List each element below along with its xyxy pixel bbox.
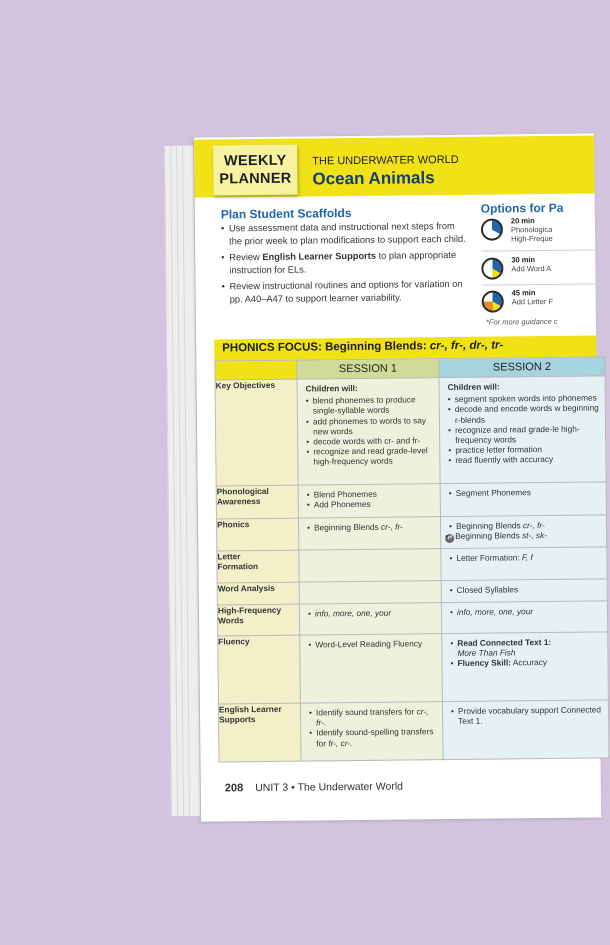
divider	[481, 249, 601, 251]
objective-item: • decode words with cr- and fr-	[306, 435, 435, 447]
sticky-line-2: PLANNER	[219, 170, 292, 188]
session-2-header: SESSION 2	[439, 357, 605, 378]
label-line: Formation	[217, 561, 259, 572]
cell-s2-key-objectives	[439, 376, 606, 484]
session-1-header: SESSION 1	[297, 359, 439, 379]
row-label-key-objectives: Key Objectives	[215, 379, 298, 486]
guidance-note: *For more guidance c	[485, 316, 558, 327]
scaffold-bullet: • Review instructional routines and options for variation on pp. A40–A47 to support learner variability.	[221, 278, 466, 306]
item-text: Identify sound transfers for	[315, 706, 415, 718]
item-italic: cr-, fr-	[380, 521, 403, 532]
label-line: High-Frequency	[217, 604, 282, 616]
cell-s1-high-frequency	[299, 603, 441, 635]
objective-item: • segment spoken words into phonemes	[448, 393, 601, 405]
cell-s1-key-objectives	[297, 378, 440, 485]
phonics-table	[214, 356, 609, 762]
sticky-line-1: WEEKLY	[223, 152, 287, 170]
option-time: 20 min	[510, 216, 535, 226]
item-text: Beginning Blends	[456, 520, 524, 531]
item-italic: F, f	[521, 552, 533, 563]
row-label-phonological-awareness	[216, 485, 298, 519]
list-item: • Provide vocabulary support Connected Text 1.	[451, 704, 604, 726]
cell-s2-phonics	[440, 515, 606, 549]
list-item: • Add Phonemes	[307, 498, 436, 510]
objective-item: • blend phonemes to produce single-syllable words	[306, 394, 435, 416]
item-bold: Fluency Skill:	[457, 657, 512, 669]
item-italic: st-, sk-	[522, 530, 548, 541]
label-line: Awareness	[216, 496, 261, 507]
objective-item: • decode and encode words w beginning r-blends	[448, 403, 601, 425]
clock-30-min-icon	[481, 257, 503, 279]
cell-s2-letter-formation	[441, 547, 607, 581]
cell-s1-phonological	[298, 484, 440, 518]
option-text: Add Letter F	[511, 296, 554, 307]
phonics-focus-title	[222, 339, 503, 354]
label-line: English Learner	[218, 703, 282, 715]
item-text: Letter Formation:	[456, 552, 522, 563]
item-italic: cr-, fr-.	[316, 706, 429, 728]
objective-item: • recognize and read grade-le high-frequency words	[448, 423, 601, 445]
cell-s1-word-analysis	[299, 581, 441, 604]
cell-s2-word-analysis	[441, 579, 607, 603]
item-bold: Read Connected Text 1:	[457, 636, 552, 648]
clock-20-min-icon	[481, 218, 503, 240]
cell-lead: Children will:	[305, 382, 358, 394]
list-item: • Segment Phonemes	[449, 486, 602, 498]
list-item: • Blend Phonemes	[307, 488, 436, 500]
list-item	[450, 636, 603, 658]
list-item	[449, 551, 602, 563]
objectives-list	[448, 393, 602, 466]
item-italic: More Than Fish	[457, 647, 516, 659]
label-line: Words	[218, 615, 244, 626]
title-text: PHONICS FOCUS: Beginning Blends:	[222, 340, 430, 355]
option-time: 30 min	[511, 255, 536, 265]
bullet-text: to plan appropriate instruction for ELs.	[229, 249, 457, 275]
list-item: • Closed Syllables	[450, 583, 603, 595]
cell-s1-fluency	[300, 634, 443, 703]
week-title: Ocean Animals	[312, 168, 435, 189]
page-footer	[225, 781, 403, 795]
row-label-phonics: Phonics	[216, 518, 298, 551]
option-text	[511, 225, 553, 243]
item-italic: fr-, cr-.	[328, 737, 353, 748]
objective-item: • read fluently with accuracy	[448, 454, 601, 466]
swap-arrows-icon: ⇄	[445, 534, 454, 543]
cell-s1-letter-formation	[299, 549, 441, 582]
cell-s2-high-frequency	[441, 601, 607, 634]
label-line: Phonological	[216, 485, 269, 497]
header-band	[194, 135, 595, 197]
list-item	[450, 657, 603, 669]
item-italic: cr-, fr-	[522, 520, 545, 531]
row-label-letter-formation	[217, 550, 299, 583]
list-item: • Word-Level Reading Fluency	[308, 638, 437, 650]
weekly-planner-sticky-note	[213, 145, 298, 196]
list-item	[309, 727, 438, 749]
book	[164, 134, 602, 822]
list-item	[307, 521, 436, 533]
cell-s2-phonological	[440, 482, 606, 517]
objective-item: • practice letter formation	[448, 444, 601, 456]
row-label-english-learner-supports	[218, 703, 301, 762]
label-line: Supports	[219, 714, 256, 725]
el-supports-link-text: English Learner Supports	[262, 250, 377, 262]
objectives-list	[306, 394, 436, 467]
list-item: • info, more, one, your	[450, 605, 603, 617]
unit-title: THE UNDERWATER WORLD	[312, 153, 459, 168]
option-text: Add Word A	[511, 263, 552, 274]
scaffold-bullet	[221, 249, 466, 277]
objective-item: • add phonemes to words to say new words	[306, 415, 435, 437]
cell-s1-el-supports	[300, 702, 443, 761]
list-item: • info, more, one, your	[308, 607, 437, 619]
row-label-word-analysis: Word Analysis	[217, 582, 299, 605]
scaffold-bullet: • Use assessment data and instructional next steps from the prior week to plan modifications to support each child.	[221, 220, 466, 248]
footer-unit-text: UNIT 3 • The Underwater World	[255, 780, 404, 795]
options-heading: Options for Pa	[480, 200, 564, 216]
label-line: Letter	[217, 551, 241, 562]
item-text: Beginning Blends	[455, 530, 523, 542]
row-label-high-frequency-words	[217, 604, 299, 636]
list-item	[309, 706, 438, 728]
row-label-fluency: Fluency	[218, 635, 301, 704]
option-line: Phonologica	[510, 224, 553, 235]
scaffolds-heading: Plan Student Scaffolds	[220, 206, 352, 222]
cell-s2-fluency	[442, 632, 609, 702]
clock-45-min-icon	[482, 290, 504, 312]
option-20-min	[481, 215, 601, 248]
bullet-text: Review	[229, 251, 263, 263]
cell-s1-phonics	[298, 517, 440, 550]
item-text: Identify sound-spelling transfers for	[316, 726, 434, 749]
item-text: Beginning Blends	[314, 521, 382, 533]
page-number: 208	[224, 782, 244, 795]
scaffolds-list	[221, 220, 467, 310]
table-corner	[215, 360, 297, 380]
option-time: 45 min	[511, 288, 536, 298]
option-line: High-Freque	[511, 233, 553, 244]
title-blends: cr-, fr-, dr-, tr-	[429, 339, 504, 353]
option-45-min	[482, 287, 602, 320]
item-text: Accuracy	[510, 657, 548, 668]
list-item	[445, 530, 602, 544]
planner-page	[194, 133, 601, 821]
objective-item: • recognize and read grade-level high-frequency words	[306, 445, 435, 467]
cell-lead: Children will:	[447, 381, 500, 393]
cell-s2-el-supports	[442, 700, 609, 760]
